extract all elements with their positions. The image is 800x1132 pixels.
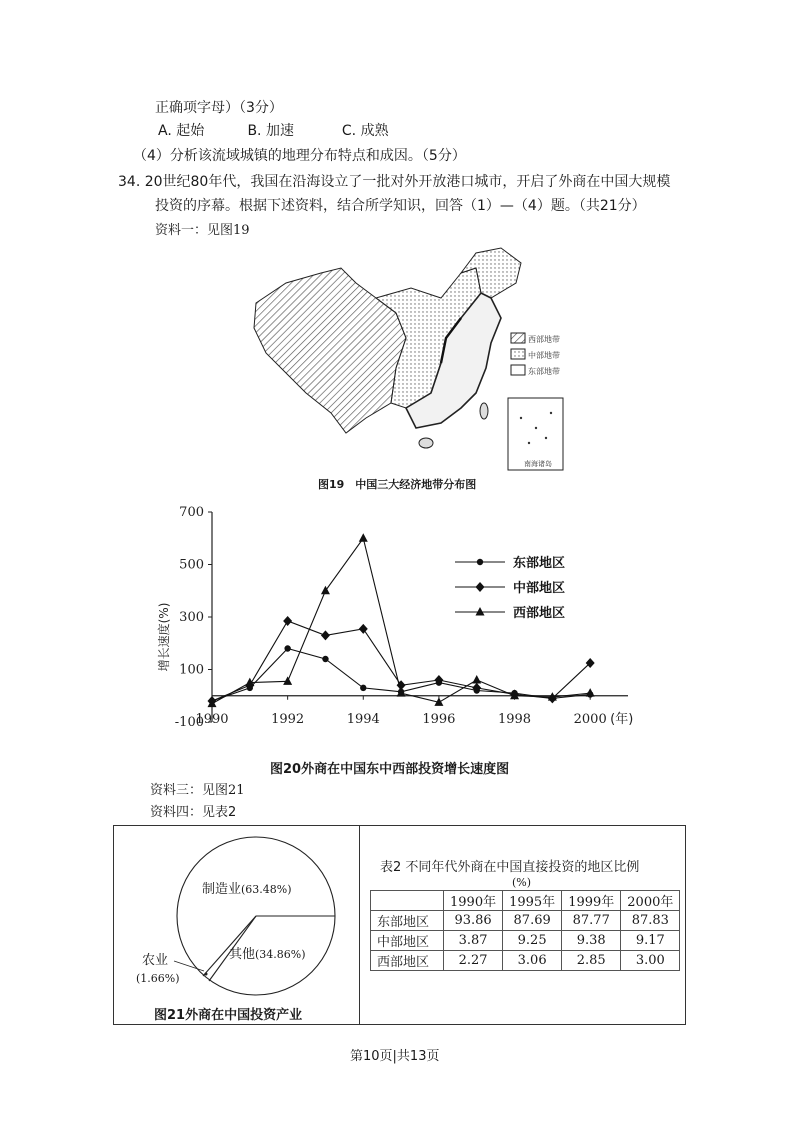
material1-label: 资料一：见图19 — [155, 223, 250, 238]
table-cell: 87.69 — [503, 911, 562, 931]
option-b: B. 加速 — [247, 123, 294, 139]
table-header-cell: 2000年 — [621, 891, 680, 911]
table-cell: 87.77 — [562, 911, 621, 931]
x-tick-label: 2000 — [573, 711, 607, 727]
q34-line2: 投资的序幕。根据下述资料，结合所学知识，回答（1）—（4）题。（共21分） — [155, 198, 646, 214]
option-a: A. 起始 — [158, 123, 205, 139]
data-point-2 — [472, 675, 481, 684]
investment-growth-chart — [150, 500, 650, 735]
data-point-2 — [283, 676, 292, 685]
table-cell: 东部地区 — [371, 911, 444, 931]
legend-east: 东部地带 — [528, 367, 560, 376]
y-tick-label: 700 — [179, 505, 204, 520]
agri-leader-dot — [205, 973, 208, 976]
table2 — [370, 890, 680, 971]
legend-label-1: 中部地区 — [513, 581, 566, 596]
table2-unit: (%) — [512, 876, 532, 889]
x-tick-label: 1996 — [422, 711, 456, 727]
legend-marker-0 — [477, 559, 483, 565]
x-tick-label: 1998 — [497, 711, 532, 727]
legend-west: 西部地带 — [528, 335, 560, 344]
table-cell: 3.00 — [621, 951, 680, 971]
y-tick-label: 100 — [179, 662, 204, 678]
slice-label-other: 其他(34.86%) — [229, 947, 306, 962]
slice-label-manufacturing: 制造业(63.48%) — [202, 882, 292, 897]
slice-label-agriculture: 农业 — [142, 953, 169, 968]
y-axis-label: 增长速度(%) — [157, 602, 171, 672]
table-cell: 西部地区 — [371, 951, 444, 971]
legend-marker-2 — [476, 607, 485, 616]
legend-label-0: 东部地区 — [513, 556, 566, 571]
table-cell: 2.27 — [444, 951, 503, 971]
table-cell: 2.85 — [562, 951, 621, 971]
data-point-1 — [321, 630, 330, 640]
fig20-caption: 图20外商在中国东中西部投资增长速度图 — [270, 762, 510, 777]
material4-label: 资料四：见表2 — [150, 805, 237, 820]
q33-sub4: （4）分析该流域城镇的地理分布特点和成因。（5分） — [133, 148, 466, 164]
china-map-graphic — [246, 243, 572, 475]
legend-label-2: 西部地区 — [513, 606, 566, 621]
data-point-1 — [472, 683, 481, 693]
data-point-2 — [359, 533, 368, 542]
data-point-0 — [284, 645, 290, 651]
x-tick-label: 1990 — [195, 711, 229, 727]
table-header-row — [371, 891, 680, 911]
fig21-caption: 图21外商在中国投资产业 — [154, 1008, 303, 1023]
data-point-2 — [586, 688, 595, 697]
data-point-1 — [283, 616, 292, 626]
agri-leader-line — [174, 961, 204, 971]
data-point-0 — [360, 685, 366, 691]
x-axis-unit-label: (年) — [610, 711, 634, 727]
q33-options — [158, 121, 389, 141]
y-tick-label: 300 — [179, 610, 204, 625]
table-row — [371, 911, 680, 931]
table-cell: 9.17 — [621, 931, 680, 951]
legend-marker-1 — [476, 582, 485, 592]
x-tick-label: 1994 — [346, 711, 380, 727]
table-cell: 87.83 — [621, 911, 680, 931]
fig19-caption: 图19 中国三大经济地带分布图 — [318, 478, 477, 491]
y-tick-label: 500 — [179, 557, 204, 573]
table-row — [371, 951, 680, 971]
pie-panel — [114, 826, 360, 1024]
q34-line1: 34. 20世纪80年代，我国在沿海设立了一批对外开放港口城市，开启了外商在中国大规模 — [118, 174, 671, 190]
legend-central: 中部地带 — [528, 351, 560, 360]
pie-divider-2 — [203, 916, 256, 976]
x-tick-label: 1992 — [271, 711, 305, 727]
table-header-cell: 1999年 — [562, 891, 621, 911]
slice-value-agriculture: (1.66%) — [136, 972, 180, 985]
industry-pie-chart — [114, 826, 359, 1024]
table-cell: 93.86 — [444, 911, 503, 931]
table-header-cell: 1995年 — [503, 891, 562, 911]
line-chart-svg — [150, 500, 650, 735]
table-row — [371, 931, 680, 951]
table-cell: 3.87 — [444, 931, 503, 951]
data-point-0 — [322, 656, 328, 662]
q33-tail: 正确项字母）（3分） — [155, 100, 283, 116]
table-cell: 9.38 — [562, 931, 621, 951]
inset-label: 南海诸岛 — [524, 460, 552, 468]
option-c: C. 成熟 — [341, 123, 389, 139]
data-point-1 — [359, 624, 368, 634]
china-economic-zones-map — [246, 243, 572, 475]
y-tick-label: -100 — [174, 715, 204, 730]
table-header-cell — [371, 891, 444, 911]
table-header-cell: 1990年 — [444, 891, 503, 911]
material3-label: 资料三：见图21 — [150, 783, 245, 798]
table-cell: 3.06 — [503, 951, 562, 971]
table-cell: 中部地区 — [371, 931, 444, 951]
table-cell: 9.25 — [503, 931, 562, 951]
page-footer: 第10页|共13页 — [350, 1049, 440, 1064]
table2-title: 表2 不同年代外商在中国直接投资的地区比例 — [380, 860, 640, 875]
